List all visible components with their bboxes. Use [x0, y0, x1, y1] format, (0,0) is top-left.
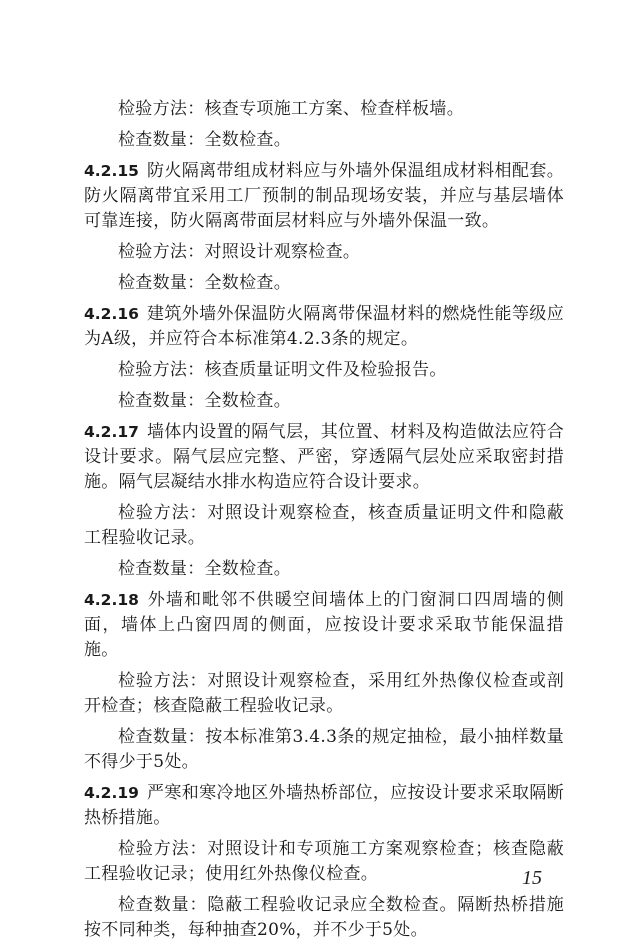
clause-text: 严寒和寒冷地区外墙热桥部位，应按设计要求采取隔断热桥措施。: [84, 783, 564, 828]
clause-number: 4.2.17: [84, 423, 139, 441]
clause-number: 4.2.16: [84, 305, 139, 323]
clause-4-2-15: [84, 159, 564, 234]
inspection-method-line: 检验方法：核查专项施工方案、检查样板墙。: [118, 99, 464, 119]
clause-text: 外墙和毗邻不供暖空间墙体上的门窗洞口四周墙的侧面，墙体上凸窗四周的侧面，应按设计要求采取节能保温措施。: [84, 590, 564, 660]
page-number: 15: [522, 867, 542, 889]
page-body: [84, 97, 564, 943]
clause-text: 防火隔离带组成材料应与外墙外保温组成材料相配套。防火隔离带宜采用工厂预制的制品现场安装，并应与基层墙体可靠连接，防火隔离带面层材料应与外墙外保温一致。: [84, 161, 564, 231]
clause-4-2-18: [84, 588, 564, 663]
inspection-method-line: 检验方法：核查质量证明文件及检验报告。: [118, 360, 447, 380]
clause-4-2-17: [84, 420, 564, 495]
inspection-quantity-line: 检查数量：全数检查。: [118, 273, 291, 293]
inspection-quantity-line: 检查数量：全数检查。: [118, 130, 291, 150]
clause-number: 4.2.15: [84, 162, 139, 180]
clause-number: 4.2.18: [84, 591, 139, 609]
inspection-method-line: 检验方法：对照设计观察检查，采用红外热像仪检查或剖开检查；核查隐蔽工程验收记录。: [84, 671, 564, 716]
inspection-quantity-line: 检查数量：全数检查。: [118, 391, 291, 411]
clause-number: 4.2.19: [84, 784, 139, 802]
inspection-quantity-line: 检查数量：按本标准第3.4.3条的规定抽检，最小抽样数量不得少于5处。: [84, 727, 564, 772]
inspection-method-line: 检验方法：对照设计观察检查。: [118, 242, 361, 262]
clause-text: 墙体内设置的隔气层，其位置、材料及构造做法应符合设计要求。隔气层应完整、严密，穿透隔气层处应采取密封措施。隔气层凝结水排水构造应符合设计要求。: [84, 422, 564, 492]
clause-4-2-16: [84, 302, 564, 352]
inspection-quantity-line: 检查数量：隐蔽工程验收记录应全数检查。隔断热桥措施按不同种类，每种抽查20%，并不少于5处。: [84, 895, 564, 940]
inspection-method-line: 检验方法：对照设计观察检查，核查质量证明文件和隐蔽工程验收记录。: [84, 503, 564, 548]
inspection-method-line: 检验方法：对照设计和专项施工方案观察检查；核查隐蔽工程验收记录；使用红外热像仪检查。: [84, 839, 564, 884]
clause-text: 建筑外墙外保温防火隔离带保温材料的燃烧性能等级应为A级，并应符合本标准第4.2.3条的规定。: [84, 304, 564, 349]
inspection-quantity-line: 检查数量：全数检查。: [118, 559, 291, 579]
clause-4-2-19: [84, 781, 564, 831]
